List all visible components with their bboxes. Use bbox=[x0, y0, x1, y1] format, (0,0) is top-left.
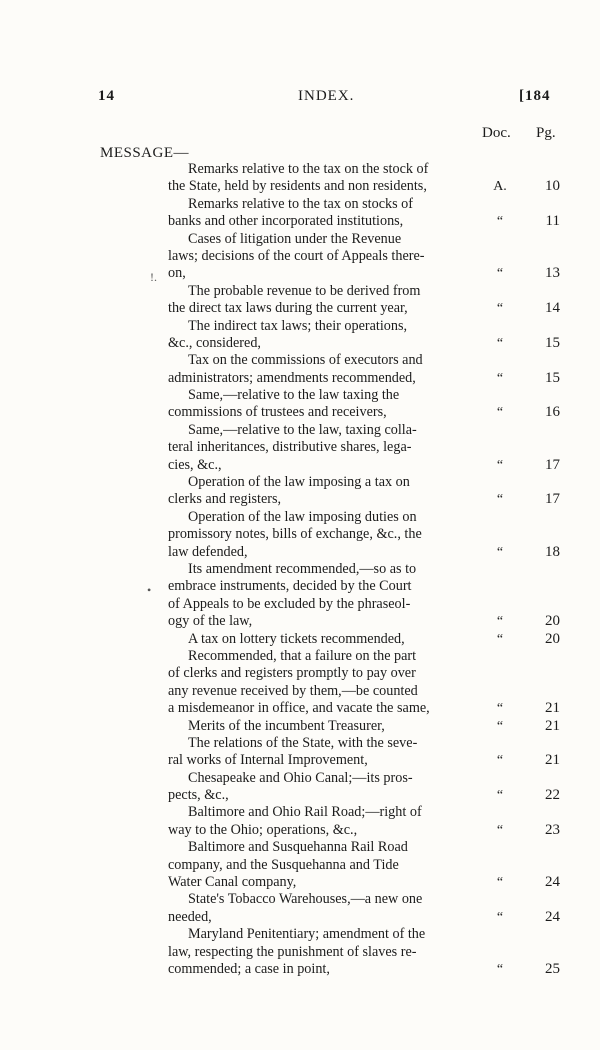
entry-line: Operation of the law imposing a tax on bbox=[188, 474, 410, 491]
entry-doc: “ bbox=[496, 909, 504, 925]
entry-line: Remarks relative to the tax on the stock of bbox=[188, 161, 429, 177]
index-entry bbox=[168, 422, 588, 474]
entry-page: 21 bbox=[545, 700, 560, 717]
entry-page: 24 bbox=[545, 874, 560, 891]
column-header-doc: Doc. bbox=[482, 125, 511, 141]
index-entry bbox=[168, 387, 588, 422]
entry-line: law, respecting the punishment of slaves re- bbox=[168, 943, 417, 960]
entry-line: Merits of the incumbent Treasurer, bbox=[188, 717, 385, 734]
page-title: INDEX. bbox=[298, 88, 355, 104]
entry-line: Recommended, that a failure on the part bbox=[188, 647, 417, 664]
entry-page: 17 bbox=[545, 456, 560, 473]
entry-doc: “ bbox=[496, 788, 504, 804]
entry-line: Tax on the commissions of executors and bbox=[188, 352, 423, 369]
index-entry bbox=[168, 839, 588, 891]
entry-line: laws; decisions of the court of Appeals there- bbox=[168, 247, 425, 264]
entry-page: 17 bbox=[545, 491, 560, 508]
entry-doc: “ bbox=[496, 544, 504, 560]
index-entry bbox=[168, 891, 588, 926]
entry-line: Same,—relative to the law taxing the bbox=[188, 387, 400, 404]
entry-line: commissions of trustees and receivers, bbox=[168, 404, 387, 421]
index-entry bbox=[168, 804, 588, 839]
entry-page: 14 bbox=[545, 300, 560, 317]
entry-line: way to the Ohio; operations, &c., bbox=[168, 821, 358, 838]
entry-page: 16 bbox=[545, 404, 560, 421]
entry-line: banks and other incorporated institutions, bbox=[168, 213, 404, 230]
entry-line: Cases of litigation under the Revenue bbox=[188, 230, 402, 247]
entry-doc: “ bbox=[496, 753, 504, 769]
margin-mark: !. bbox=[150, 270, 157, 284]
entry-line: Baltimore and Ohio Rail Road;—right of bbox=[188, 804, 422, 821]
index-entry bbox=[168, 161, 588, 196]
index-entry bbox=[168, 283, 588, 318]
entry-line: pects, &c., bbox=[168, 787, 229, 804]
entry-line: Remarks relative to the tax on stocks of bbox=[188, 195, 413, 212]
entry-page: 11 bbox=[545, 213, 560, 230]
column-header-pg: Pg. bbox=[536, 125, 556, 141]
entry-line: the direct tax laws during the current year, bbox=[168, 300, 408, 317]
entry-line: ogy of the law, bbox=[168, 613, 253, 630]
entry-page: 25 bbox=[545, 960, 560, 977]
entry-line: of clerks and registers promptly to pay over bbox=[168, 665, 416, 682]
entry-page: 10 bbox=[545, 178, 560, 195]
entry-doc: “ bbox=[496, 631, 504, 647]
entry-page: 20 bbox=[545, 613, 560, 630]
index-entry bbox=[168, 735, 588, 770]
entry-page: 23 bbox=[545, 821, 560, 838]
entry-line: &c., considered, bbox=[168, 334, 261, 351]
index-entry bbox=[168, 196, 588, 231]
entry-doc: “ bbox=[496, 961, 504, 977]
entry-doc: “ bbox=[496, 492, 504, 508]
entry-line: The probable revenue to be derived from bbox=[188, 282, 421, 299]
entry-doc: “ bbox=[496, 614, 504, 630]
index-entry bbox=[168, 231, 588, 283]
entry-page: 22 bbox=[545, 787, 560, 804]
entry-doc: “ bbox=[496, 701, 504, 717]
entry-page: 20 bbox=[545, 630, 560, 647]
index-entry bbox=[168, 770, 588, 805]
entry-line: The relations of the State, with the seve- bbox=[188, 734, 418, 751]
entry-line: needed, bbox=[168, 908, 212, 925]
entry-line: promissory notes, bills of exchange, &c., the bbox=[168, 526, 422, 543]
entry-line: Operation of the law imposing duties on bbox=[188, 508, 417, 525]
section-heading: MESSAGE— bbox=[100, 145, 190, 161]
entry-line: on, bbox=[168, 265, 186, 282]
entry-line: commended; a case in point, bbox=[168, 960, 330, 977]
index-entry bbox=[168, 352, 588, 387]
entry-line: Maryland Penitentiary; amendment of the bbox=[188, 926, 426, 943]
entry-doc: “ bbox=[496, 214, 504, 230]
entry-line: law defended, bbox=[168, 543, 248, 560]
entry-line: administrators; amendments recommended, bbox=[168, 369, 416, 386]
entry-page: 21 bbox=[545, 752, 560, 769]
entry-line: teral inheritances, distributive shares, lega- bbox=[168, 439, 412, 456]
entry-doc: “ bbox=[496, 718, 504, 734]
entry-line: A tax on lottery tickets recommended, bbox=[188, 630, 405, 647]
index-entry bbox=[168, 718, 588, 735]
index-entries bbox=[168, 161, 588, 978]
index-entry bbox=[168, 648, 588, 718]
index-entry bbox=[168, 631, 588, 648]
entry-page: 21 bbox=[545, 717, 560, 734]
index-entry bbox=[168, 474, 588, 509]
entry-line: any revenue received by them,—be counted bbox=[168, 682, 418, 699]
entry-line: Chesapeake and Ohio Canal;—its pros- bbox=[188, 769, 413, 786]
entry-line: the State, held by residents and non residents, bbox=[168, 178, 427, 195]
index-entry bbox=[168, 926, 588, 978]
entry-page: 18 bbox=[545, 543, 560, 560]
index-entry bbox=[168, 318, 588, 353]
entry-page: 15 bbox=[545, 334, 560, 351]
entry-doc: “ bbox=[496, 370, 504, 386]
entry-line: State's Tobacco Warehouses,—a new one bbox=[188, 891, 423, 908]
entry-doc: “ bbox=[496, 875, 504, 891]
entry-doc: “ bbox=[496, 266, 504, 282]
entry-page: 24 bbox=[545, 908, 560, 925]
entry-line: embrace instruments, decided by the Court bbox=[168, 578, 412, 595]
entry-doc: “ bbox=[496, 335, 504, 351]
entry-doc: “ bbox=[496, 822, 504, 838]
index-entry bbox=[168, 561, 588, 631]
entry-line: of Appeals to be excluded by the phraseol- bbox=[168, 595, 411, 612]
entry-line: cies, &c., bbox=[168, 456, 222, 473]
entry-line: clerks and registers, bbox=[168, 491, 282, 508]
entry-line: a misdemeanor in office, and vacate the same, bbox=[168, 700, 430, 717]
entry-line: ral works of Internal Improvement, bbox=[168, 752, 368, 769]
page-number: 14 bbox=[98, 88, 115, 104]
page-year: [184 bbox=[519, 88, 551, 104]
entry-doc: “ bbox=[496, 405, 504, 421]
entry-line: company, and the Susquehanna and Tide bbox=[168, 856, 399, 873]
entry-doc: A. bbox=[493, 179, 507, 195]
index-entry bbox=[168, 509, 588, 561]
entry-line: Baltimore and Susquehanna Rail Road bbox=[188, 839, 408, 856]
entry-page: 15 bbox=[545, 369, 560, 386]
entry-doc: “ bbox=[496, 457, 504, 473]
margin-mark: • bbox=[147, 583, 152, 597]
entry-line: Same,—relative to the law, taxing colla- bbox=[188, 421, 417, 438]
entry-doc: “ bbox=[496, 301, 504, 317]
entry-page: 13 bbox=[545, 265, 560, 282]
entry-line: Its amendment recommended,—so as to bbox=[188, 560, 417, 577]
entry-line: The indirect tax laws; their operations, bbox=[188, 317, 408, 334]
entry-line: Water Canal company, bbox=[168, 874, 297, 891]
